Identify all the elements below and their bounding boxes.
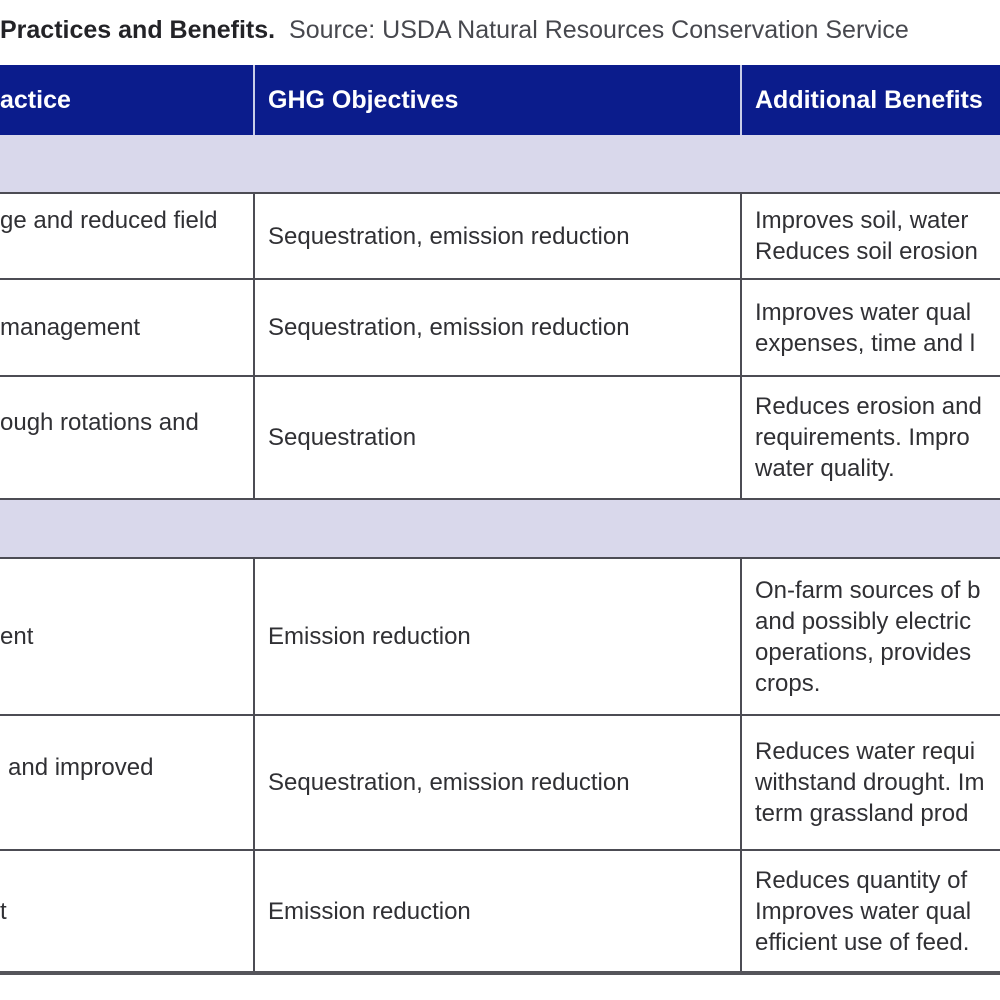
table-row [0, 375, 1000, 498]
practice-cell [0, 194, 253, 278]
header-label-ghg-objectives: GHG Objectives [268, 85, 459, 114]
practice-text: ge and reduced field [0, 207, 218, 234]
practice-text: t [0, 897, 7, 925]
section-band-2 [0, 498, 1000, 557]
header-cell-additional-benefits [740, 65, 1000, 135]
table-row [0, 714, 1000, 849]
practice-text [8, 783, 253, 814]
ghg-cell [253, 194, 740, 278]
benefit-text: Reduces soil erosion [755, 238, 978, 265]
benefit-text: operations, provides [755, 638, 972, 666]
benefit-text: Improves water qual [755, 897, 972, 925]
practice-text: and improved [8, 753, 154, 781]
benefit-text: efficient use of feed. [755, 928, 970, 956]
ghg-text: Emission reduction [268, 623, 471, 650]
caption-title: Practices and Benefits. [0, 16, 276, 44]
ghg-text: Sequestration [268, 424, 417, 451]
practice-text: ough rotations and [0, 408, 199, 436]
header-cell-practice [0, 65, 253, 135]
practice-cell [0, 716, 253, 849]
caption-source: Source: USDA Natural Resources Conservation Service [289, 16, 909, 44]
ghg-cell [253, 377, 740, 498]
practice-cell [0, 377, 253, 498]
ghg-text: Sequestration, emission reduction [268, 314, 630, 341]
ghg-cell [253, 280, 740, 375]
practices-benefits-table [0, 65, 1000, 975]
ghg-cell [253, 559, 740, 714]
ghg-cell [253, 851, 740, 971]
header-label-additional-benefits: Additional Benefits [755, 85, 983, 114]
benefit-text: withstand drought. Im [755, 769, 985, 796]
practice-text [0, 236, 253, 267]
benefit-text: Reduces quantity of [755, 866, 968, 894]
benefits-cell [740, 280, 1000, 375]
practice-text: ent [0, 623, 34, 650]
benefit-text: Reduces water requi [755, 738, 976, 765]
benefits-cell [740, 716, 1000, 849]
header-cell-ghg-objectives [253, 65, 740, 135]
benefit-text: Reduces erosion and [755, 393, 982, 420]
practice-text: management [0, 314, 141, 341]
benefit-text: term grassland prod [755, 800, 969, 827]
table-row [0, 557, 1000, 714]
benefits-cell [740, 851, 1000, 971]
benefits-cell [740, 559, 1000, 714]
benefit-text: and possibly electric [755, 607, 972, 635]
table-header-row [0, 65, 1000, 135]
practice-text [0, 438, 253, 469]
ghg-text: Sequestration, emission reduction [268, 769, 630, 796]
benefit-text: Improves soil, water [755, 207, 969, 234]
benefit-text: requirements. Impro [755, 424, 970, 451]
table-row [0, 849, 1000, 971]
benefit-text: On-farm sources of b [755, 576, 981, 604]
practice-cell [0, 851, 253, 971]
table-caption [0, 0, 1000, 65]
header-label-practice: actice [0, 85, 71, 114]
table-bottom-border [0, 971, 1000, 975]
ghg-text: Emission reduction [268, 897, 471, 925]
practice-cell [0, 559, 253, 714]
section-band-1 [0, 135, 1000, 192]
ghg-text: Sequestration, emission reduction [268, 222, 630, 250]
practice-cell [0, 280, 253, 375]
table-row [0, 278, 1000, 375]
benefit-text: Improves water qual [755, 298, 972, 326]
benefits-cell [740, 377, 1000, 498]
benefit-text: crops. [755, 669, 821, 697]
ghg-cell [253, 716, 740, 849]
benefits-cell [740, 194, 1000, 278]
benefit-text: expenses, time and l [755, 329, 976, 357]
table-row [0, 192, 1000, 278]
benefit-text: water quality. [755, 455, 895, 482]
